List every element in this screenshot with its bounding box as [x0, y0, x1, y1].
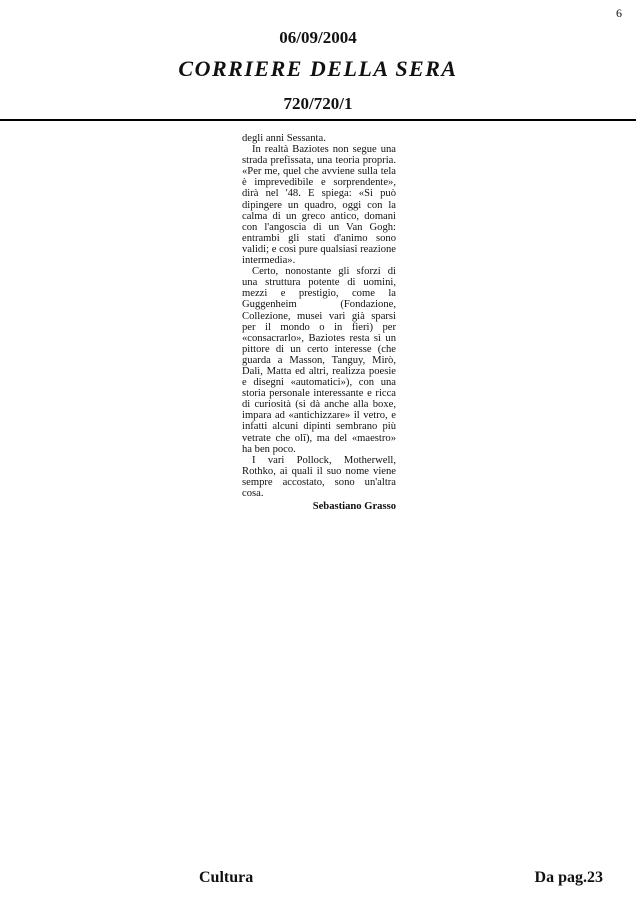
- article-paragraph: I vari Pollock, Motherwell, Rothko, ai quali il suo nome viene sempre accostato, sono un'altra cosa.: [242, 454, 396, 499]
- clipping-code: 720/720/1: [283, 94, 353, 113]
- publication-date: 06/09/2004: [279, 28, 357, 47]
- header-divider: [0, 119, 636, 121]
- newspaper-masthead: CORRIERE DELLA SERA: [178, 56, 458, 81]
- article-author: Sebastiano Grasso: [312, 501, 396, 513]
- article-body: [242, 133, 396, 512]
- page-number: 6: [616, 6, 622, 20]
- article-paragraph: degli anni Sessanta.: [242, 133, 326, 144]
- section-label: Cultura: [199, 869, 254, 886]
- article-paragraph: In realtà Baziotes non segue una strada prefissata, una teoria propria. «Per me, quel che avviene sulla tela è imprevedibile e sorprendente», dirà nel '48. E spiega: «Si può dipingere un quadro, oggi con la calma di un greco antico, domani con l'angoscia di un Van Gogh: entrambi gli stati d'animo sono validi; e così pure qualsiasi reazione intermedia».: [242, 144, 396, 267]
- page-reference: Da pag.23: [534, 869, 603, 886]
- article-paragraph: Certo, nonostante gli sforzi di una struttura potente di uomini, mezzi e prestigio, come la Guggenheim (Fondazione, Collezione, musei vari già sparsi per il mondo o in fieri) per «consacrarlo», Baziotes resta sì un pittore di un certo interesse (che guarda a Masson, Tanguy, Mirò, Dalì, Matta ed altri, realizza poesie e disegni «automatici»), con una storia personale interessante e ricca di curiosità (si dà anche alla boxe, impara ad «antichizzare» il vetro, e infatti alcuni dipinti sembrano più vetrate che olî), ma del «maestro» ha ben poco.: [242, 266, 396, 455]
